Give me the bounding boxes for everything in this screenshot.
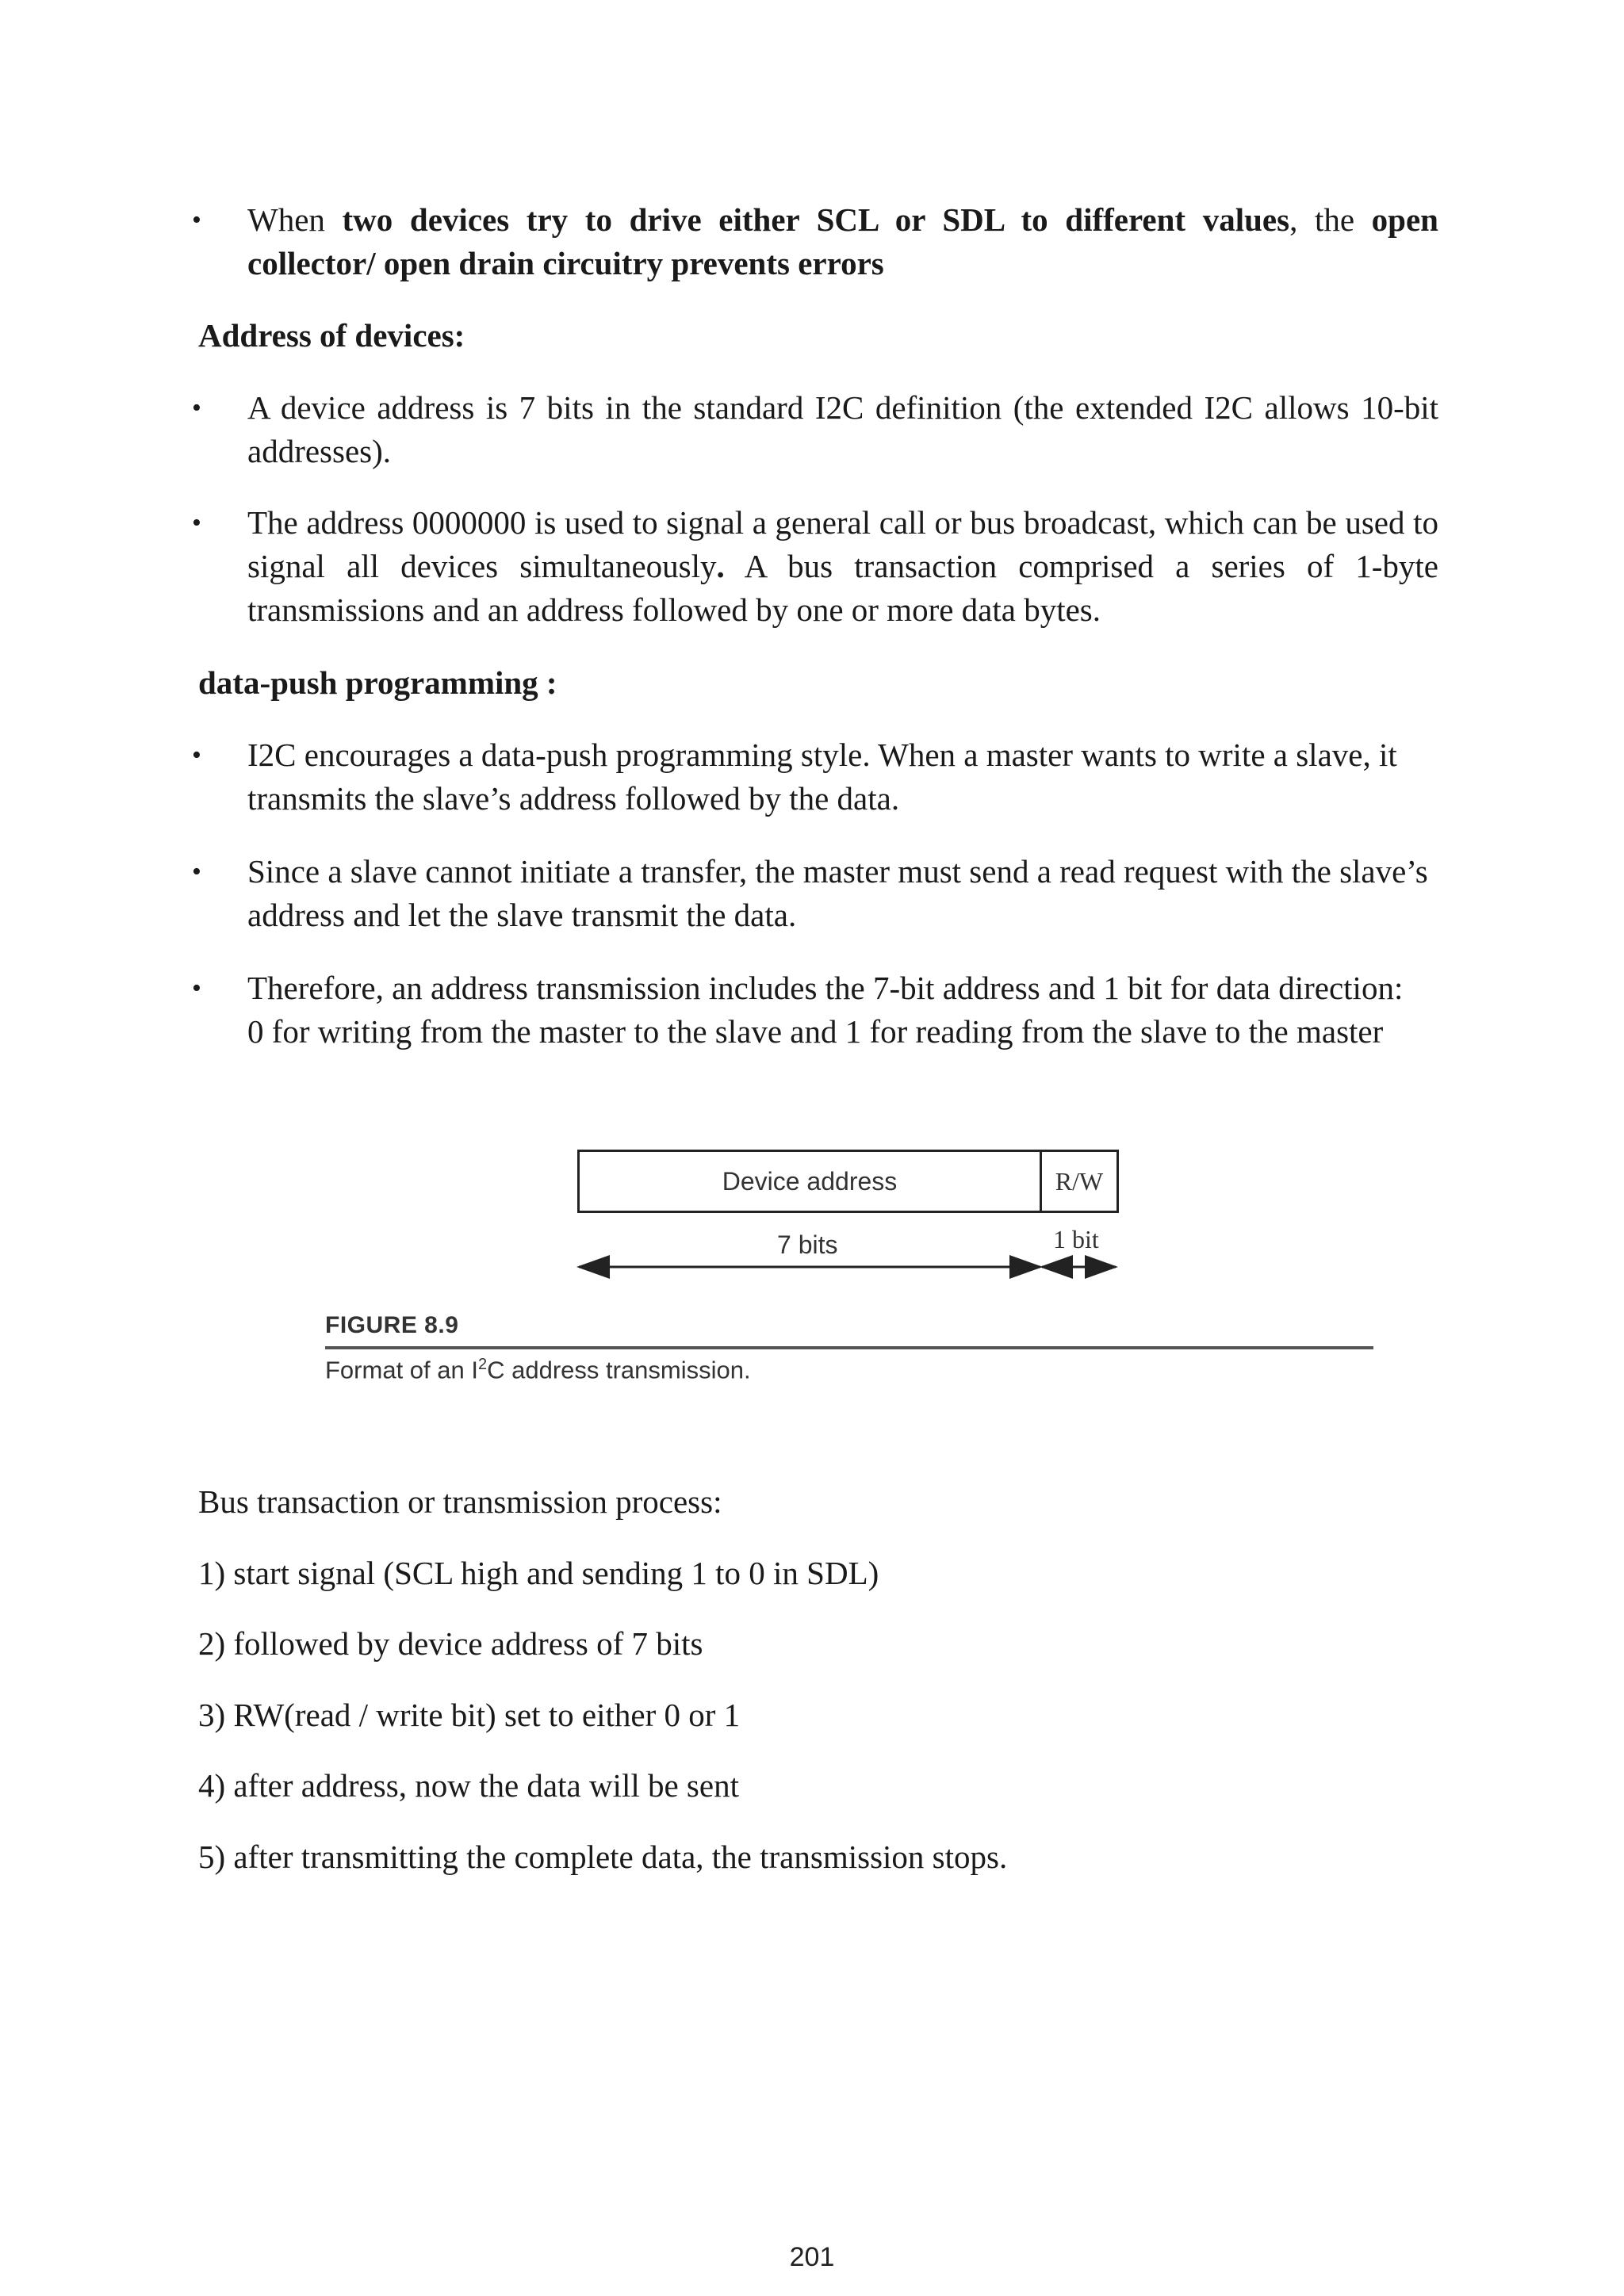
figure-caption-rule xyxy=(325,1346,1373,1349)
bullet-marker: • xyxy=(192,508,201,538)
bullet-read-request xyxy=(192,850,1438,937)
bullet-general-call xyxy=(192,501,1438,632)
heading-address-of-devices: Address of devices: xyxy=(198,317,465,354)
bullet-marker: • xyxy=(192,205,201,235)
bullet-text: I2C encourages a data-push programming style. When a master wants to write a slave, it transmits the slave’s address followed by the data. xyxy=(247,737,1397,817)
bullet-marker: • xyxy=(192,974,201,1003)
figure-caption-text xyxy=(325,1356,751,1384)
bullet-text: Since a slave cannot initiate a transfer, the master must send a read request with the slave’s address and let the slave transmit the data. xyxy=(247,853,1428,933)
process-step: 2) followed by device address of 7 bits xyxy=(198,1625,703,1662)
label-1-bit: 1 bit xyxy=(1053,1225,1099,1253)
process-step: 1) start signal (SCL high and sending 1 to 0 in SDL) xyxy=(198,1555,879,1591)
field-device-address: Device address xyxy=(577,1150,1042,1213)
label-7-bits: 7 bits xyxy=(777,1230,838,1259)
bullet-data-push-style xyxy=(192,733,1438,821)
process-step: 4) after address, now the data will be sent xyxy=(198,1767,739,1804)
bullet-text: When xyxy=(247,201,343,238)
bullet-bold-text: open collector/ open drain circuitry prevents errors xyxy=(247,201,1438,281)
process-intro: Bus transaction or transmission process: xyxy=(198,1483,722,1520)
bullet-bold-text: two devices try to drive either SCL or SDL to different values xyxy=(342,201,1290,238)
process-step: 5) after transmitting the complete data, the transmission stops. xyxy=(198,1839,1008,1875)
bullet-address-transmission xyxy=(192,966,1421,1054)
bullet-marker: • xyxy=(192,857,201,886)
heading-data-push-programming: data-push programming : xyxy=(198,664,557,701)
caption-part: C address transmission. xyxy=(487,1356,751,1384)
caption-part: Format of an I xyxy=(325,1356,478,1384)
bullet-text: A device address is 7 bits in the standard I2C definition (the extended I2C allows 10-bit addresses). xyxy=(247,389,1438,469)
bullet-text: A bus transaction comprised a series of 1-byte transmissions and an address followed by one or more data bytes. xyxy=(247,548,1438,628)
figure-caption-title: FIGURE 8.9 xyxy=(325,1312,459,1338)
figure-i2c-address-format xyxy=(317,1134,1380,1403)
field-rw: R/W xyxy=(1040,1150,1119,1213)
bullet-open-drain xyxy=(192,198,1438,285)
bullet-text: The address 0000000 is used to signal a general call or bus broadcast, which can be used to signal all devices simultaneously xyxy=(247,504,1438,584)
bullet-marker: • xyxy=(192,740,201,770)
page-number: 201 xyxy=(789,2242,835,2272)
process-step: 3) RW(read / write bit) set to either 0 or 1 xyxy=(198,1697,741,1733)
bullet-text: Therefore, an address transmission includes the 7-bit address and 1 bit for data direction: 0 for writing from the master to the slave and 1 for reading from the slave to the master xyxy=(247,970,1404,1050)
bullet-bold-period: . xyxy=(716,548,725,584)
bullet-device-address-bits xyxy=(192,386,1438,473)
bullet-marker: • xyxy=(192,393,201,423)
bullet-text: , the xyxy=(1289,201,1372,238)
caption-superscript: 2 xyxy=(477,1356,488,1373)
